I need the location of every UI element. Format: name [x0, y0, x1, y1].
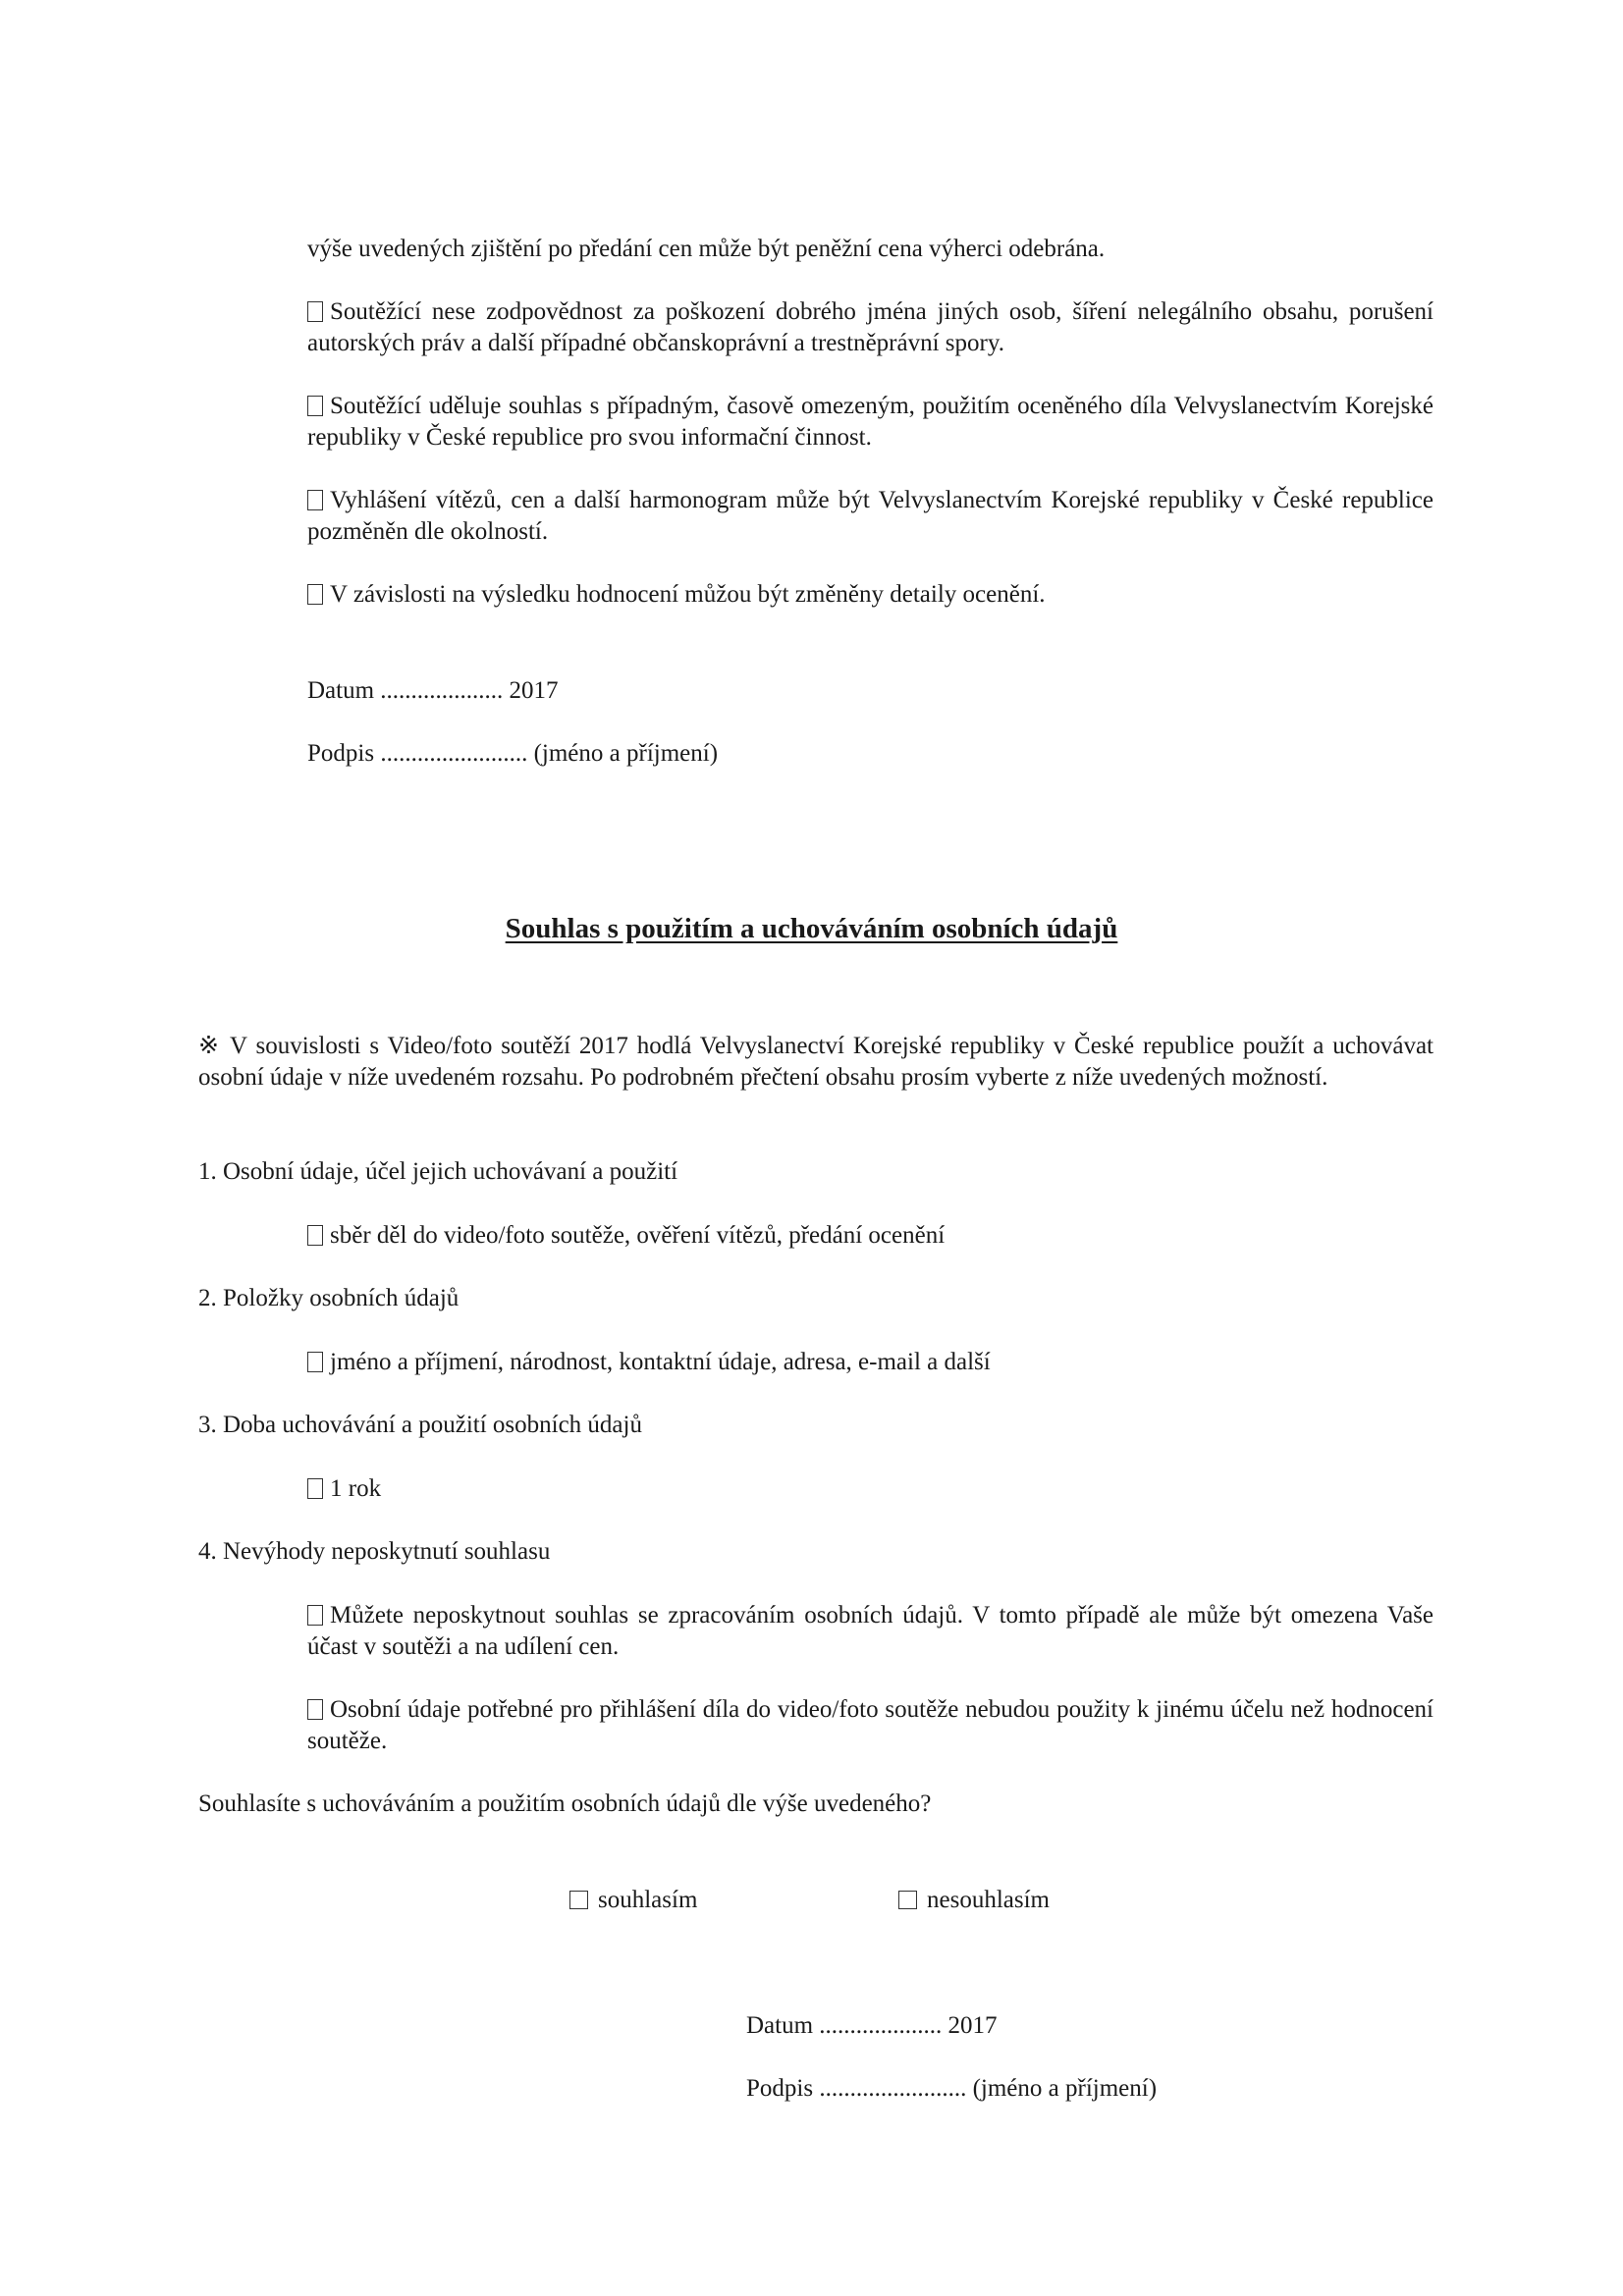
bullet-box-icon — [307, 301, 323, 322]
signature-line: Podpis ........................ (jméno a příjmení) — [307, 740, 719, 767]
item-bullet: sběr děl do video/foto soutěže, ověření vítězů, předání ocenění — [307, 1220, 1434, 1252]
item-bullet: Osobní údaje potřebné pro přihlášení díla do video/foto soutěže nebudou použity k jinému účelu než hodnocení soutěže. — [307, 1696, 1434, 1754]
bullet-box-icon — [307, 1478, 323, 1499]
item-heading: 1. Osobní údaje, účel jejich uchovávaní a použití — [198, 1158, 678, 1185]
bullet-paragraph: Soutěžící uděluje souhlas s případným, časově omezeným, použitím oceněného díla Velvyslanectvím Korejské republiky v České republice pro svou informační činnost. — [307, 393, 1434, 451]
bullet-box-icon — [307, 1225, 323, 1246]
bullet-paragraph: V závislosti na výsledku hodnocení můžou být změněny detaily ocenění. — [307, 579, 1434, 611]
disagree-label: nesouhlasím — [927, 1887, 1050, 1913]
consent-title: Souhlas s použitím a uchováváním osobních údajů — [505, 913, 1118, 944]
bullet-box-icon — [307, 396, 323, 416]
agree-label: souhlasím — [598, 1887, 698, 1913]
item-bullet: jméno a příjmení, národnost, kontaktní údaje, adresa, e-mail a další — [307, 1347, 1434, 1378]
item-heading: 4. Nevýhody neposkytnutí souhlasu — [198, 1538, 551, 1565]
bullet-paragraph: Vyhlášení vítězů, cen a další harmonogram může být Velvyslanectvím Korejské republiky v České republice pozměněn dle okolností. — [307, 487, 1434, 545]
bullet-box-icon — [307, 1699, 323, 1720]
item-heading: 3. Doba uchovávání a použití osobních údajů — [198, 1412, 642, 1438]
date-line: Datum .................... 2017 — [307, 677, 559, 704]
bullet-box-icon — [307, 584, 323, 605]
item-heading: 2. Položky osobních údajů — [198, 1285, 460, 1311]
item-bullet: Můžete neposkytnout souhlas se zpracováním osobních údajů. V tomto případě ale může být omezena Vaše účast v soutěži a na udílení cen. — [307, 1602, 1434, 1660]
agree-option[interactable] — [569, 1885, 697, 1916]
bullet-box-icon — [307, 1352, 323, 1372]
bullet-paragraph: Soutěžící nese zodpovědnost za poškození dobrého jména jiných osob, šíření nelegálního obsahu, porušení autorských práv a další případné občanskoprávní a trestněprávní spory. — [307, 298, 1434, 356]
bullet-box-icon — [307, 1605, 323, 1626]
agree-checkbox[interactable] — [569, 1891, 588, 1909]
consent-signature-line: Podpis ........................ (jméno a příjmení) — [746, 2075, 1158, 2102]
continuation-paragraph: výše uvedených zjištění po předání cen může být peněžní cena výherci odebrána. — [307, 236, 1106, 262]
disagree-option[interactable] — [898, 1885, 1050, 1916]
disagree-checkbox[interactable] — [898, 1891, 917, 1909]
consent-date-line: Datum .................... 2017 — [746, 2012, 998, 2039]
consent-intro: ※ V souvislosti s Video/foto soutěží 2017 hodlá Velvyslanectví Korejské republiky v České republice použít a uchovávat osobní údaje v níže uvedeném rozsahu. Po podrobném přečtení obsahu prosím vyberte z níže uvedených možností. — [198, 1033, 1434, 1091]
consent-question: Souhlasíte s uchováváním a použitím osobních údajů dle výše uvedeného? — [198, 1790, 932, 1817]
item-bullet: 1 rok — [307, 1473, 1434, 1505]
bullet-box-icon — [307, 490, 323, 510]
